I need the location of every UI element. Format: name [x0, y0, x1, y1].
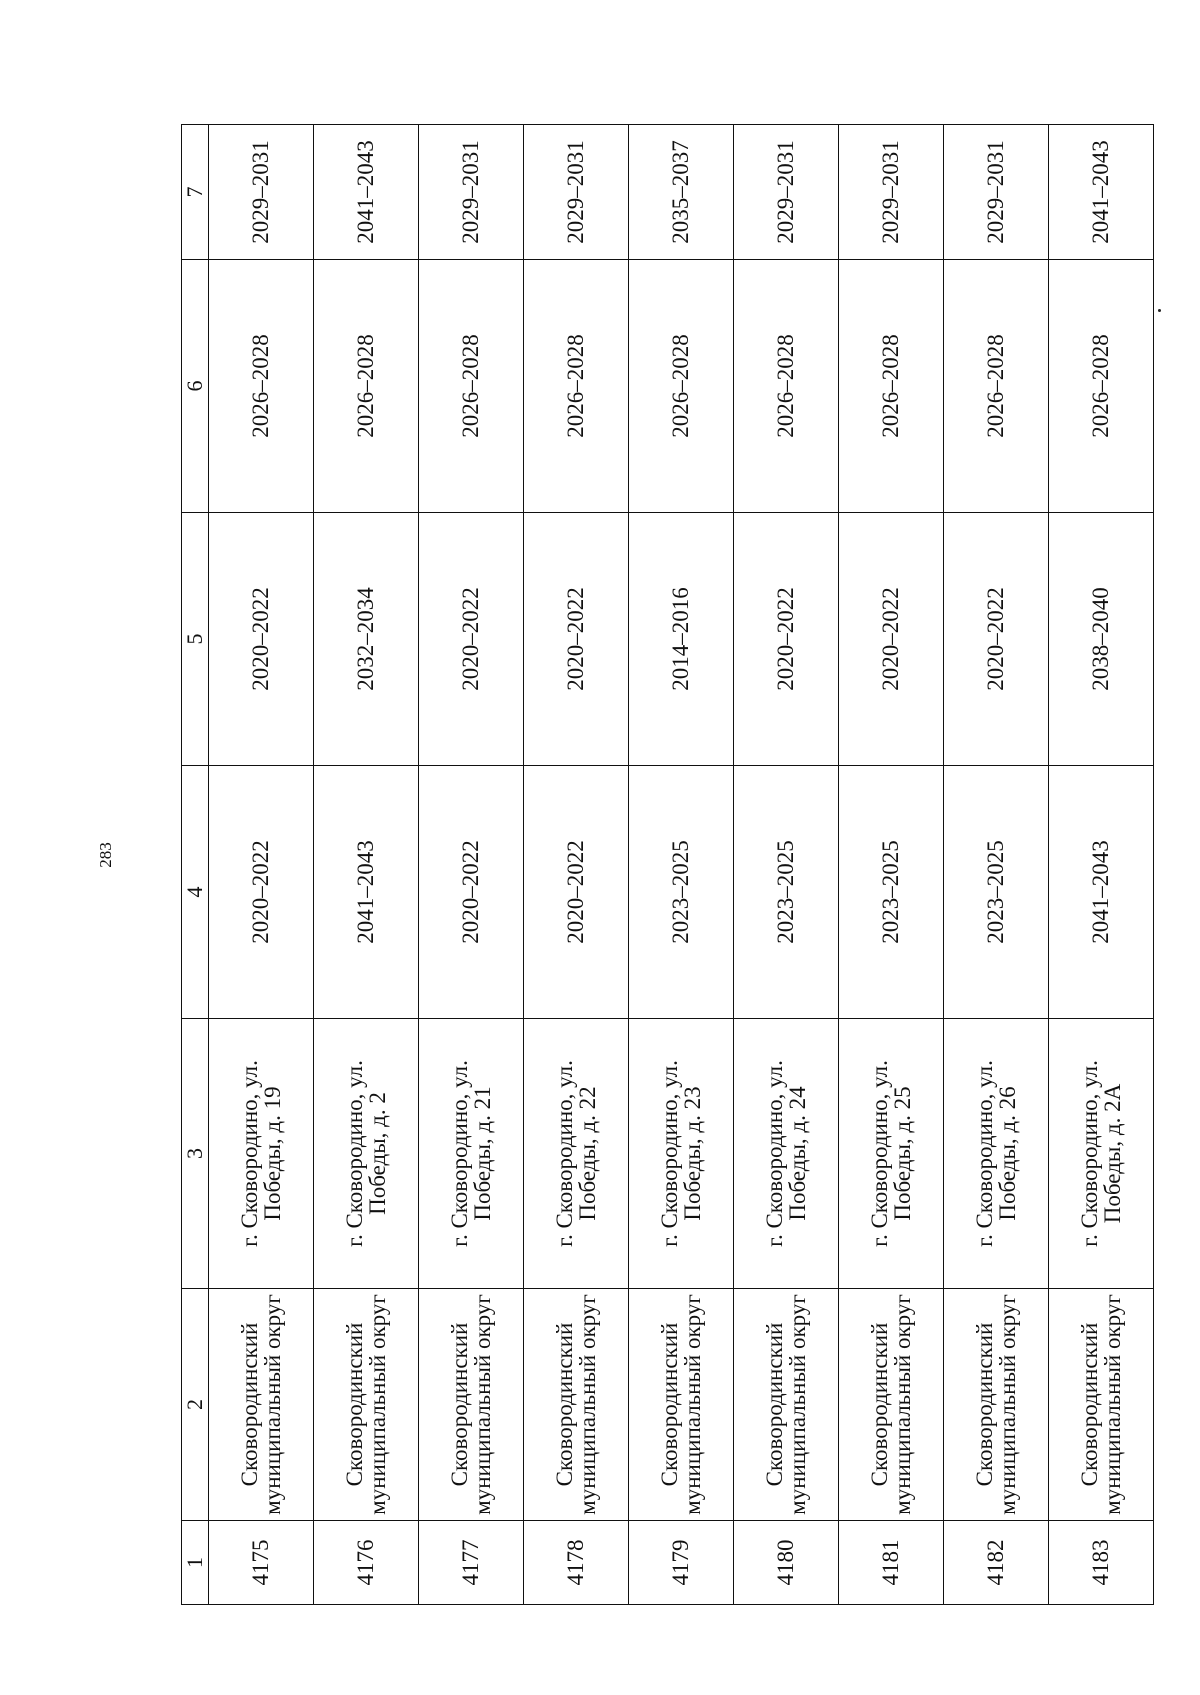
- period-cell-6: 2026–2028: [524, 260, 629, 513]
- address-cell: г. Сковородино, ул. Победы, д. 2: [314, 1019, 419, 1289]
- period-cell-7: 2029–2031: [524, 125, 629, 260]
- table-row: [419, 125, 524, 1605]
- row-number-cell: 4183: [1049, 1521, 1154, 1605]
- period-cell-5: 2020–2022: [419, 513, 524, 766]
- period-cell-4: 2041–2043: [1049, 766, 1154, 1019]
- table-row: [629, 125, 734, 1605]
- municipality-cell: Сковородинский муниципальный округ: [1049, 1289, 1154, 1521]
- period-cell-7: 2029–2031: [944, 125, 1049, 260]
- table-row: [944, 125, 1049, 1605]
- table-row: [839, 125, 944, 1605]
- period-cell-5: 2032–2034: [314, 513, 419, 766]
- address-cell: г. Сковородино, ул. Победы, д. 25: [839, 1019, 944, 1289]
- period-cell-4: 2023–2025: [734, 766, 839, 1019]
- row-number-cell: 4175: [209, 1521, 314, 1605]
- row-number-cell: 4181: [839, 1521, 944, 1605]
- period-cell-4: 2023–2025: [629, 766, 734, 1019]
- municipality-cell: Сковородинский муниципальный округ: [419, 1289, 524, 1521]
- municipality-cell: Сковородинский муниципальный округ: [314, 1289, 419, 1521]
- period-cell-6: 2026–2028: [209, 260, 314, 513]
- period-cell-7: 2041–2043: [1049, 125, 1154, 260]
- municipality-cell: Сковородинский муниципальный округ: [944, 1289, 1049, 1521]
- table-row: [314, 125, 419, 1605]
- header-cell: 7: [182, 125, 209, 260]
- period-cell-6: 2026–2028: [734, 260, 839, 513]
- address-cell: г. Сковородино, ул. Победы, д. 23: [629, 1019, 734, 1289]
- page-number: 283: [96, 842, 115, 868]
- period-cell-4: 2023–2025: [839, 766, 944, 1019]
- period-cell-5: 2014–2016: [629, 513, 734, 766]
- municipality-cell: Сковородинский муниципальный округ: [209, 1289, 314, 1521]
- period-cell-5: 2020–2022: [839, 513, 944, 766]
- period-cell-6: 2026–2028: [944, 260, 1049, 513]
- header-cell: 2: [182, 1289, 209, 1521]
- address-cell: г. Сковородино, ул. Победы, д. 2А: [1049, 1019, 1154, 1289]
- period-cell-4: 2041–2043: [314, 766, 419, 1019]
- period-cell-7: 2035–2037: [629, 125, 734, 260]
- period-cell-4: 2023–2025: [944, 766, 1049, 1019]
- period-cell-5: 2020–2022: [524, 513, 629, 766]
- table-row: [209, 125, 314, 1605]
- row-number-cell: 4176: [314, 1521, 419, 1605]
- period-cell-5: 2020–2022: [209, 513, 314, 766]
- period-cell-7: 2029–2031: [209, 125, 314, 260]
- address-cell: г. Сковородино, ул. Победы, д. 26: [944, 1019, 1049, 1289]
- period-cell-5: 2038–2040: [1049, 513, 1154, 766]
- period-cell-6: 2026–2028: [1049, 260, 1154, 513]
- table-row: [1049, 125, 1154, 1605]
- period-cell-7: 2041–2043: [314, 125, 419, 260]
- stray-dot: [1158, 309, 1161, 312]
- row-number-cell: 4182: [944, 1521, 1049, 1605]
- table-body: [182, 125, 1154, 1605]
- header-row: [182, 125, 209, 1605]
- municipality-cell: Сковородинский муниципальный округ: [839, 1289, 944, 1521]
- header-cell: 3: [182, 1019, 209, 1289]
- rotated-table-container: [181, 125, 1146, 1605]
- period-cell-6: 2026–2028: [629, 260, 734, 513]
- table-row: [734, 125, 839, 1605]
- row-number-cell: 4180: [734, 1521, 839, 1605]
- header-cell: 1: [182, 1521, 209, 1605]
- registry-table: [181, 124, 1154, 1605]
- header-cell: 6: [182, 260, 209, 513]
- period-cell-7: 2029–2031: [734, 125, 839, 260]
- municipality-cell: Сковородинский муниципальный округ: [629, 1289, 734, 1521]
- row-number-cell: 4178: [524, 1521, 629, 1605]
- address-cell: г. Сковородино, ул. Победы, д. 19: [209, 1019, 314, 1289]
- period-cell-6: 2026–2028: [839, 260, 944, 513]
- period-cell-4: 2020–2022: [419, 766, 524, 1019]
- row-number-cell: 4179: [629, 1521, 734, 1605]
- period-cell-4: 2020–2022: [524, 766, 629, 1019]
- address-cell: г. Сковородино, ул. Победы, д. 21: [419, 1019, 524, 1289]
- table-row: [524, 125, 629, 1605]
- period-cell-6: 2026–2028: [419, 260, 524, 513]
- municipality-cell: Сковородинский муниципальный округ: [734, 1289, 839, 1521]
- municipality-cell: Сковородинский муниципальный округ: [524, 1289, 629, 1521]
- period-cell-4: 2020–2022: [209, 766, 314, 1019]
- period-cell-7: 2029–2031: [419, 125, 524, 260]
- period-cell-5: 2020–2022: [734, 513, 839, 766]
- header-cell: 4: [182, 766, 209, 1019]
- row-number-cell: 4177: [419, 1521, 524, 1605]
- address-cell: г. Сковородино, ул. Победы, д. 24: [734, 1019, 839, 1289]
- period-cell-5: 2020–2022: [944, 513, 1049, 766]
- header-cell: 5: [182, 513, 209, 766]
- period-cell-7: 2029–2031: [839, 125, 944, 260]
- period-cell-6: 2026–2028: [314, 260, 419, 513]
- address-cell: г. Сковородино, ул. Победы, д. 22: [524, 1019, 629, 1289]
